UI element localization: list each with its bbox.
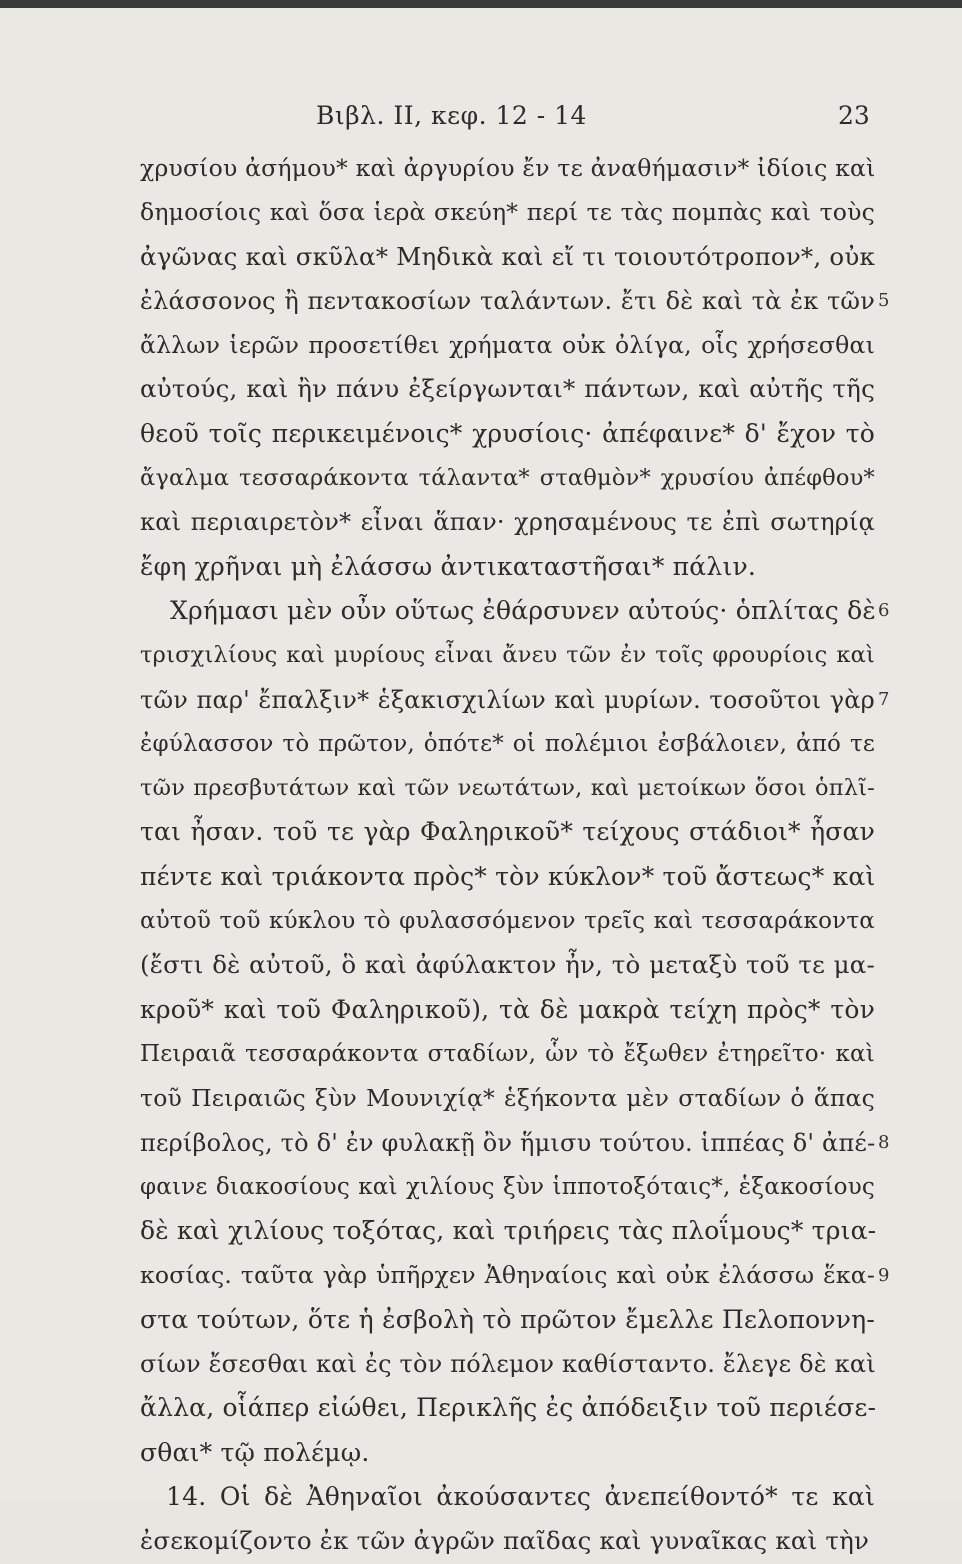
margin-section-number: 7 xyxy=(878,688,890,710)
text-line: αὐτοῦ τοῦ κύκλου τὸ φυλασσόμενον τρεῖς καὶ τεσσαράκοντα xyxy=(140,908,875,935)
text-line: αὐτούς, καὶ ἢν πάνυ ἐξείργωνται* πάντων, καὶ αὐτῆς τῆς xyxy=(140,374,875,404)
text-line: θεοῦ τοῖς περικειμένοις* χρυσίοις· ἀπέφαινε* δ' ἔχον τὸ xyxy=(140,418,875,448)
margin-section-number: 6 xyxy=(878,600,890,621)
text-line: ἐφύλασσον τὸ πρῶτον, ὁπότε* οἱ πολέμιοι ἐσβάλοιεν, ἀπό τε xyxy=(140,730,875,757)
text-line: τῶν παρ' ἔπαλξιν* ἑξακισχιλίων καὶ μυρίων. τοσοῦτοι γὰρ xyxy=(140,685,875,714)
text-line: (ἔστι δὲ αὐτοῦ, ὃ καὶ ἀφύλακτον ἦν, τὸ μεταξὺ τοῦ τε μα- xyxy=(140,950,875,980)
text-line: ἐσεκομίζοντο ἐκ τῶν ἀγρῶν παῖδας καὶ γυναῖκας καὶ τὴν xyxy=(140,1526,870,1556)
text-line: τοῦ Πειραιῶς ξὺν Μουνιχίᾳ* ἑξήκοντα μὲν σταδίων ὁ ἅπας xyxy=(140,1084,875,1113)
text-line: περίβολος, τὸ δ' ἐν φυλακῇ ὂν ἥμισυ τούτου. ἱππέας δ' ἀπέ- xyxy=(140,1128,876,1157)
text-line: χρυσίου ἀσήμου* καὶ ἀργυρίου ἔν τε ἀναθήμασιν* ἰδίοις καὶ xyxy=(140,154,876,182)
text-line: τρισχιλίους καὶ μυρίους εἶναι ἄνευ τῶν ἐν τοῖς φρουρίοις καὶ xyxy=(140,642,875,669)
text-line: ἀγῶνας καὶ σκῦλα* Μηδικὰ καὶ εἴ τι τοιουτότροπον*, οὐκ xyxy=(140,241,875,271)
text-line: ἄλλων ἱερῶν προσετίθει χρήματα οὐκ ὀλίγα, οἷς χρήσεσθαι xyxy=(140,331,875,360)
margin-section-number: 5 xyxy=(878,289,890,311)
text-line: ἄλλα, οἷάπερ εἰώθει, Περικλῆς ἐς ἀπόδειξιν τοῦ περιέσε- xyxy=(140,1393,877,1423)
text-line: ται ἦσαν. τοῦ τε γὰρ Φαληρικοῦ* τείχους στάδιοι* ἦσαν xyxy=(140,817,875,847)
text-line: σθαι* τῷ πολέμῳ. xyxy=(140,1437,370,1467)
text-line: Πειραιᾶ τεσσαράκοντα σταδίων, ὧν τὸ ἔξωθεν ἐτηρεῖτο· καὶ xyxy=(140,1040,875,1067)
text-line: στα τούτων, ὅτε ἡ ἐσβολὴ τὸ πρῶτον ἔμελλε Πελοποννη- xyxy=(140,1304,875,1334)
text-line: δὲ καὶ χιλίους τοξότας, καὶ τριήρεις τὰς πλοΐμους* τρια- xyxy=(140,1216,877,1246)
text-line: τῶν πρεσβυτάτων καὶ τῶν νεωτάτων, καὶ μετοίκων ὅσοι ὁπλῖ- xyxy=(140,775,875,802)
text-line: ἐλάσσονος ἢ πεντακοσίων ταλάντων. ἔτι δὲ καὶ τὰ ἐκ τῶν xyxy=(140,286,875,315)
text-line: καὶ περιαιρετὸν* εἶναι ἅπαν· χρησαμένους τε ἐπὶ σωτηρίᾳ xyxy=(140,508,875,537)
text-line: φαινε διακοσίους καὶ χιλίους ξὺν ἱπποτοξόταις*, ἑξακοσίους xyxy=(140,1173,875,1200)
scan-top-edge xyxy=(0,0,962,8)
text-line: 14. Οἱ δὲ Ἀθηναῖοι ἀκούσαντες ἀνεπείθοντό* τε καὶ xyxy=(166,1481,875,1511)
text-line: ἄγαλμα τεσσαράκοντα τάλαντα* σταθμὸν* χρυσίου ἀπέφθου* xyxy=(140,465,875,492)
text-line: κοσίας. ταῦτα γὰρ ὑπῆρχεν Ἀθηναίοις καὶ οὐκ ἐλάσσω ἕκα- xyxy=(140,1261,875,1290)
margin-section-number: 8 xyxy=(878,1131,890,1153)
text-line: δημοσίοις καὶ ὅσα ἱερὰ σκεύη* περί τε τὰς πομπὰς καὶ τοὺς xyxy=(140,198,875,227)
text-line: ἔφη χρῆναι μὴ ἐλάσσω ἀντικαταστῆσαι* πάλιν. xyxy=(140,551,756,581)
margin-section-number: 9 xyxy=(878,1264,890,1286)
text-line: Χρήμασι μὲν οὖν οὕτως ἐθάρσυνεν αὐτούς· ὁπλίτας δὲ xyxy=(170,595,876,625)
main-text xyxy=(140,146,875,1564)
page-number: 23 xyxy=(838,101,870,130)
text-line: σίων ἔσεσθαι καὶ ἐς τὸν πόλεμον καθίσταντο. ἔλεγε δὲ καὶ xyxy=(140,1350,876,1379)
text-line: πέντε καὶ τριάκοντα πρὸς* τὸν κύκλον* τοῦ ἄστεως* καὶ xyxy=(140,861,876,891)
page-header xyxy=(0,101,962,141)
text-line: κροῦ* καὶ τοῦ Φαληρικοῦ), τὰ δὲ μακρὰ τείχη πρὸς* τὸν xyxy=(140,994,875,1024)
running-head: Βιβλ. II, κεφ. 12 - 14 xyxy=(316,101,587,130)
